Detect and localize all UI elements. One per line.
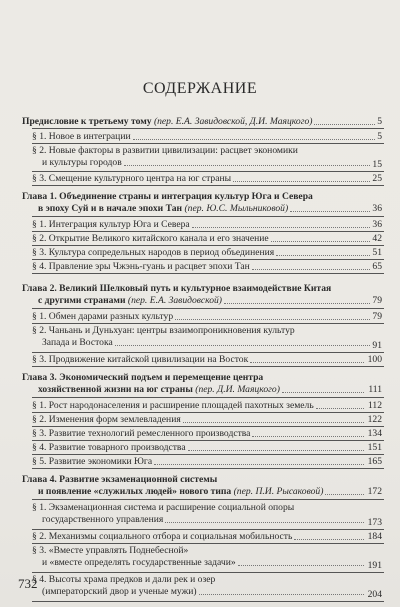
section-rule xyxy=(32,231,384,232)
section-rule xyxy=(32,426,384,427)
page-title: СОДЕРЖАНИЕ xyxy=(142,80,258,97)
dot-leader xyxy=(199,594,364,595)
chapter-heading: Глава 4. Развитие экзаменационной системы xyxy=(22,474,218,485)
section-rule xyxy=(32,440,384,441)
chapter-page: 36 xyxy=(372,203,382,214)
toc-item-page: 184 xyxy=(367,531,382,542)
section-rule xyxy=(32,454,384,455)
toc-item: § 4. Высоты храма предков и дали рек и озер xyxy=(32,574,216,585)
section-rule xyxy=(32,412,384,413)
section-rule xyxy=(32,366,384,367)
dot-leader xyxy=(175,319,370,320)
chapter-subtitle: хозяйственной жизни на юг страны xyxy=(38,384,193,395)
toc-item-continuation: государственного управления xyxy=(42,514,164,525)
toc-item-page: 79 xyxy=(372,311,382,322)
section-rule xyxy=(32,216,384,217)
section-rule xyxy=(32,601,384,602)
chapter-page: 111 xyxy=(368,384,382,395)
toc-item-page: 51 xyxy=(372,247,382,258)
chapter-translator: (пер. П.И. Рысаковой) xyxy=(233,486,324,497)
chapter-heading: Глава 3. Экономический подъем и перемещение центра xyxy=(22,372,264,383)
toc-item-page: 5 xyxy=(377,131,382,142)
dot-leader xyxy=(192,227,370,228)
toc-item-page: 165 xyxy=(367,456,382,467)
toc-item-page: 100 xyxy=(367,354,382,365)
section-rule xyxy=(32,273,384,274)
dot-leader xyxy=(224,303,370,304)
chapter-heading-continued xyxy=(38,203,288,214)
chapter-subtitle: и появление «служилых людей» нового типа xyxy=(38,486,232,497)
dot-leader xyxy=(250,362,364,363)
dot-leader xyxy=(188,450,364,451)
chapter-heading-continued xyxy=(38,384,280,395)
section-rule xyxy=(32,259,384,260)
dot-leader xyxy=(124,165,370,166)
toc-item: § 2. Механизмы социального отбора и социальная мобильность xyxy=(32,531,293,542)
chapter-heading-continued xyxy=(38,486,323,497)
section-rule xyxy=(32,529,384,530)
section-rule xyxy=(32,143,384,144)
dot-leader xyxy=(238,565,364,566)
toc-item-page: 122 xyxy=(367,414,382,425)
chapter-page: 172 xyxy=(367,486,382,497)
preface-heading xyxy=(22,116,312,127)
toc-item-page: 36 xyxy=(372,219,382,230)
toc-item-page: 25 xyxy=(372,173,382,184)
chapter-heading-continued xyxy=(38,295,222,306)
section-rule xyxy=(32,308,384,309)
toc-item: § 3. Продвижение китайской цивилизации на Восток xyxy=(32,354,249,365)
toc-item: § 1. Экзаменационная система и расширение социальной опоры xyxy=(32,502,295,513)
toc-item: § 2. Чаньань и Дуньхуан: центры взаимопроникновения культур xyxy=(32,325,295,336)
chapter-translator: (пер. Е.А. Завидовской) xyxy=(127,295,222,306)
section-rule xyxy=(32,171,384,172)
toc-item: § 1. Интеграция культур Юга и Севера xyxy=(32,219,190,230)
section-rule xyxy=(32,323,384,324)
section-rule xyxy=(32,397,384,398)
toc-item-page: 65 xyxy=(372,261,382,272)
dot-leader xyxy=(252,436,364,437)
toc-item: § 4. Развитие товарного производства xyxy=(32,442,186,453)
section-rule xyxy=(32,468,384,469)
dot-leader xyxy=(154,464,364,465)
toc-item-page: 151 xyxy=(367,442,382,453)
section-rule xyxy=(32,499,384,500)
toc-item: § 1. Обмен дарами разных культур xyxy=(32,311,174,322)
chapter-translator: (пер. Ю.С. Мыльниковой) xyxy=(184,203,289,214)
toc-item: § 1. Новое в интеграции xyxy=(32,131,131,142)
toc-item-page: 112 xyxy=(367,400,382,411)
section-rule xyxy=(32,572,384,573)
dot-leader xyxy=(165,522,364,523)
toc-item: § 2. Открытие Великого китайского канала и его значение xyxy=(32,233,269,244)
preface-label: Предисловие к третьему тому xyxy=(22,116,152,127)
toc-item-continuation: (императорский двор и ученые мужи) xyxy=(42,586,197,597)
toc-item: § 1. Рост народонаселения и расширение площадей пахотных земель xyxy=(32,400,314,411)
toc-item-page: 204 xyxy=(367,589,382,600)
chapter-page: 79 xyxy=(372,295,382,306)
toc-item-continuation: Запада и Востока xyxy=(42,337,113,348)
chapter-translator: (пер. Д.И. Маяцкого) xyxy=(195,384,280,395)
page-number: 732 xyxy=(18,576,38,591)
dot-leader xyxy=(233,181,370,182)
dot-leader xyxy=(133,139,375,140)
toc-item: § 3. Развитие технологий ремесленного производства xyxy=(32,428,251,439)
toc-item-continuation: и культуры городов xyxy=(42,157,122,168)
section-rule xyxy=(32,352,384,353)
toc-item-page: 15 xyxy=(372,159,382,170)
toc-item-page: 173 xyxy=(367,517,382,528)
chapter-heading: Глава 1. Объединение страны и интеграция культур Юга и Севера xyxy=(22,191,313,202)
dot-leader xyxy=(115,345,370,346)
toc-item: § 3. Культура сопредельных народов в период объединения xyxy=(32,247,275,258)
toc-item: § 4. Правление эры Чжэнь-гуань и расцвет эпохи Тан xyxy=(32,261,250,272)
preface-translator: (пер. Е.А. Завидовской, Д.И. Маяцкого) xyxy=(153,116,313,127)
section-rule xyxy=(32,128,384,129)
section-rule xyxy=(32,185,384,186)
toc-item: § 3. Смещение культурного центра на юг страны xyxy=(32,173,232,184)
toc-item-page: 134 xyxy=(367,428,382,439)
toc-item-continuation: и «вместе определять государственные задачи» xyxy=(42,557,236,568)
toc-item-page: 91 xyxy=(372,340,382,351)
toc-item: § 3. «Вместе управлять Поднебесной» xyxy=(32,545,189,556)
dot-leader xyxy=(183,422,364,423)
section-rule xyxy=(32,245,384,246)
preface-page: 5 xyxy=(377,116,382,127)
chapter-subtitle: в эпоху Суй и в начале эпохи Тан xyxy=(38,203,183,214)
toc-item-page: 191 xyxy=(367,560,382,571)
toc-item-page: 42 xyxy=(372,233,382,244)
chapter-subtitle: с другими странами xyxy=(38,295,126,306)
toc-item: § 2. Изменения форм землевладения xyxy=(32,414,181,425)
section-rule xyxy=(32,543,384,544)
toc-item: § 2. Новые факторы в развитии цивилизации: расцвет экономики xyxy=(32,145,298,156)
toc-item: § 5. Развитие экономики Юга xyxy=(32,456,153,467)
chapter-heading: Глава 2. Великий Шелковый путь и культурное взаимодействие Китая xyxy=(22,283,332,294)
